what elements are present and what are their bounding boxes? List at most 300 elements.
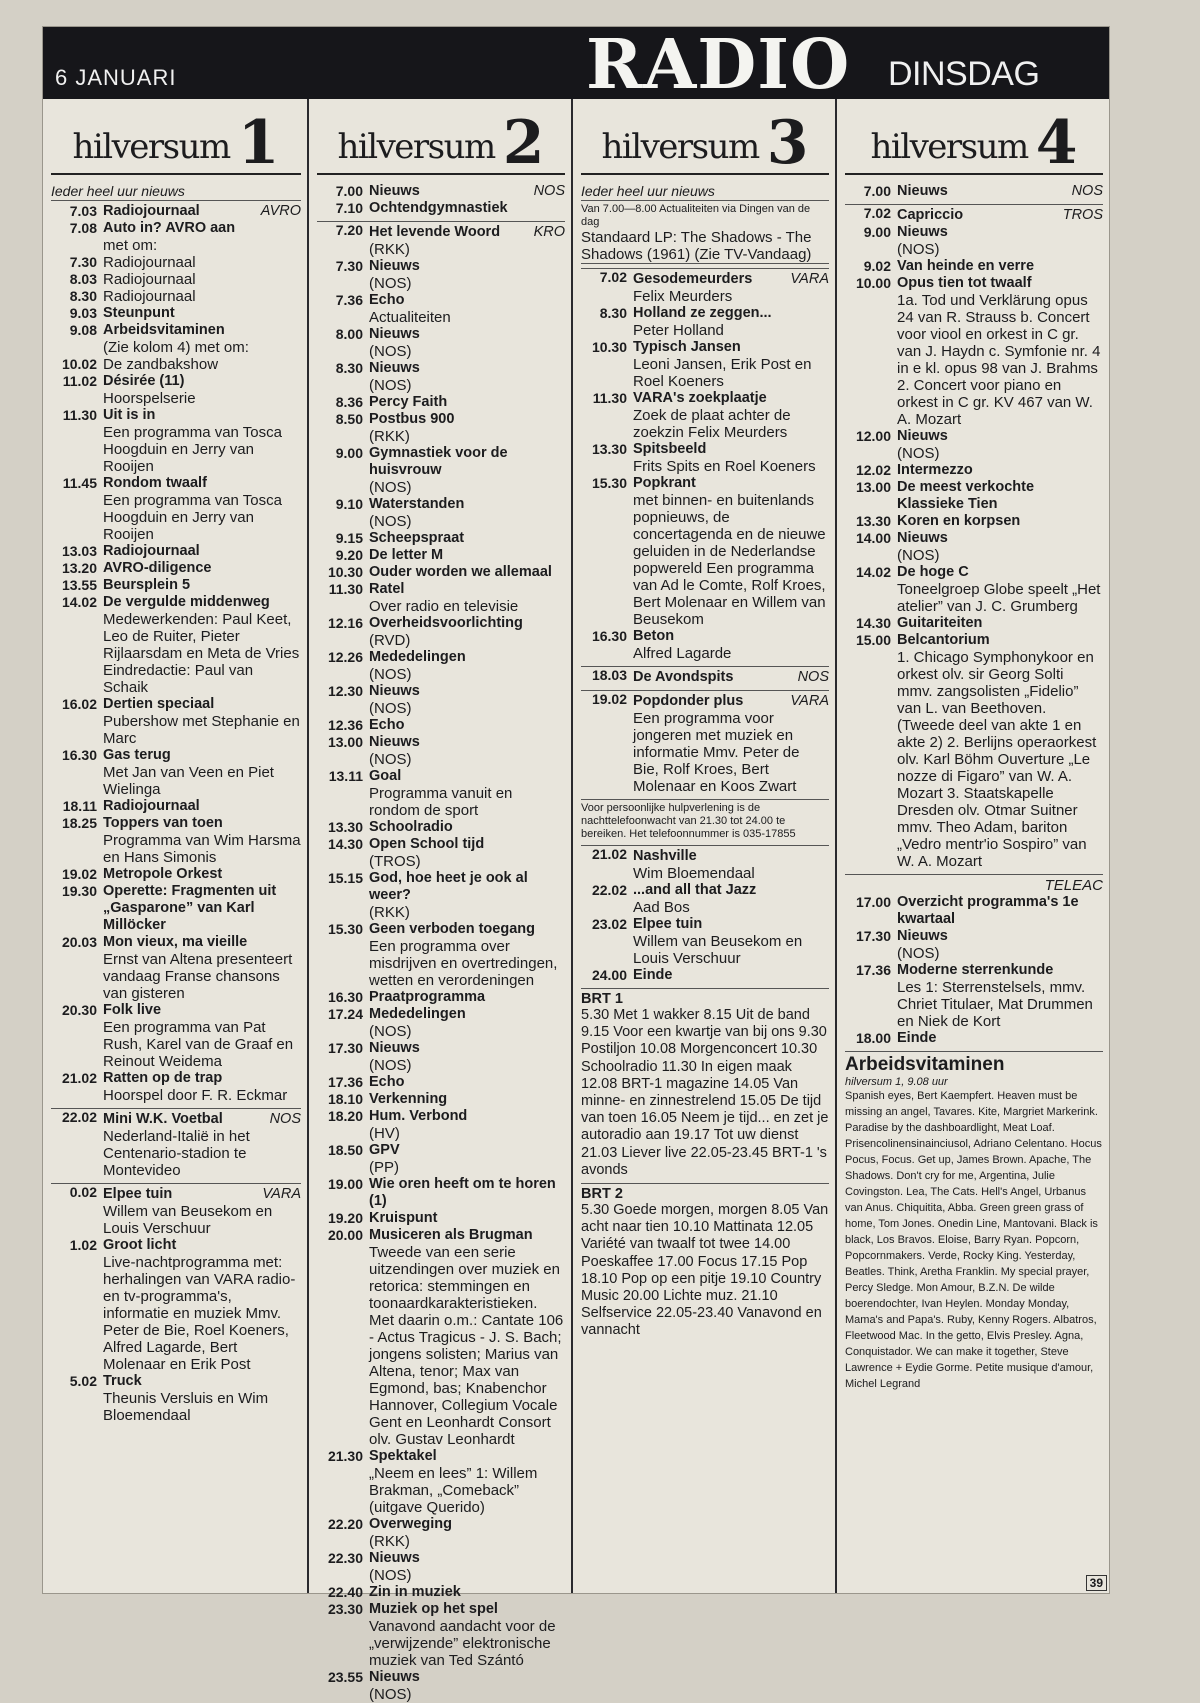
program-time: 9.08 [69,322,97,338]
program-broadcaster: VARA [790,271,829,287]
program-description: Vanavond aandacht voor de „verwijzende” elektronische muziek van Ted Szántó [369,1618,556,1669]
program-entry [845,564,1103,615]
program-time: 15.30 [591,475,627,491]
program-time: 10.00 [855,275,891,291]
program-entry [51,1373,301,1424]
program-entry [317,1601,565,1669]
program-description: (TROS) [369,853,421,870]
brt2-title: BRT 2 [581,1183,829,1202]
station-number: 2 [502,108,545,178]
program-entry [845,183,1103,200]
program-time: 18.10 [327,1091,363,1107]
program-title: Het levende Woord [369,224,501,240]
program-title: Geen verboden toegang [369,921,535,937]
program-description: Een programma van Tosca Hoogduin en Jerry van Rooijen [103,424,282,475]
program-title: Désirée (11) [103,373,185,389]
program-time: 8.00 [335,326,363,342]
program-description: Wim Bloemendaal [633,865,755,882]
program-entry [317,1550,565,1584]
program-entry [581,666,829,686]
program-entry [51,475,301,543]
program-title: ...and all that Jazz [633,882,757,898]
program-title: Nashville [633,848,697,864]
program-time: 18.11 [62,798,97,814]
program-title: Nieuws [897,183,948,199]
station-number: 1 [237,108,280,178]
newspaper-page [42,25,1110,1703]
program-time: 17.36 [327,1074,363,1090]
program-title: Typisch Jansen [633,339,741,355]
program-entry [51,271,301,288]
program-title: Guitariteiten [897,615,983,631]
program-time: 8.03 [69,271,97,287]
program-description: Over radio en televisie [369,598,519,615]
brt1-title: BRT 1 [581,988,829,1007]
program-title: Radiojournaal [103,543,200,559]
program-title: De Avondspits [633,669,734,685]
program-time: 7.30 [335,258,363,274]
program-description: 1a. Tod und Verklärung opus 24 van R. Strauss b. Concert voor viool en orkest in C gr. van J. Haydn c. Symfonie nr. 4 in e kl. opus 98 van J. Brahms 2. Concert voor piano en orkest in C gr. KV 467 van W. A. Mozart [897,292,1101,428]
program-time: 8.30 [335,360,363,376]
program-description: (NOS) [369,275,412,292]
program-entry [317,183,565,200]
program-time: 20.00 [327,1227,363,1243]
program-time: 15.00 [855,632,891,648]
program-entry [51,866,301,883]
program-title: Nieuws [369,183,420,199]
program-time: 22.02 [61,1109,97,1125]
program-time: 9.02 [863,258,891,274]
program-entry [317,221,565,258]
program-time: 9.00 [863,224,891,240]
program-entry [317,530,565,547]
program-entry [51,577,301,594]
station-name: hilversum [337,127,495,167]
program-time: 13.20 [61,560,97,576]
program-time: 8.36 [335,394,363,410]
program-title: Mededelingen [369,649,466,665]
program-title: Holland ze zeggen... [633,305,772,321]
featured-lp: Standaard LP: The Shadows - The Shadows (1961) (Zie TV-Vandaag) [581,229,829,264]
program-title: Belcantorium [897,632,990,648]
program-entry [317,1584,565,1601]
program-time: 17.24 [327,1006,363,1022]
program-title: Echo [369,717,405,733]
program-time: 23.55 [327,1669,363,1685]
program-time: 17.00 [855,894,891,910]
program-description: Hoorspelserie [103,390,196,407]
program-description: (NOS) [369,479,412,496]
program-description: (NOS) [369,1686,412,1703]
program-entry [581,845,829,882]
program-entry [581,690,829,795]
program-title: Ratten op de trap [103,1070,223,1086]
program-title: Einde [897,1030,937,1046]
program-time: 7.02 [863,205,891,221]
program-broadcaster: TROS [1062,207,1103,223]
program-entry [845,204,1103,224]
program-description: (RKK) [369,1533,410,1550]
station-name: hilversum [870,127,1028,167]
program-title: Nieuws [369,1669,420,1685]
program-title: Nieuws [369,326,420,342]
page-number: 39 [1086,1575,1107,1591]
program-time: 9.15 [335,530,363,546]
program-title: Kruispunt [369,1210,438,1226]
program-title: Opus tien tot twaalf [897,275,1032,291]
program-entry [317,819,565,836]
station-number: 4 [1035,108,1078,178]
program-time: 21.30 [327,1448,363,1464]
program-title: Scheepspraat [369,530,465,546]
program-entry [51,594,301,696]
program-description: Ernst van Altena presenteert vandaag Franse chansons van gisteren [103,951,293,1002]
program-entry [317,411,565,445]
program-entry [581,882,829,916]
program-entry [51,356,301,373]
program-time: 23.30 [327,1601,363,1617]
station-name: hilversum [601,127,759,167]
program-title: Beton [633,628,675,644]
program-entry [845,513,1103,530]
program-title: Nieuws [897,530,948,546]
program-title: Auto in? AVRO aan [103,220,236,236]
program-title: Dertien speciaal [103,696,215,712]
program-description: Een programma van Pat Rush, Karel van de Graaf en Reinout Weidema [103,1019,294,1070]
program-time: 18.50 [327,1142,363,1158]
program-entry [317,1176,565,1210]
program-entry [51,543,301,560]
program-title: Mededelingen [369,1006,466,1022]
program-entry [581,305,829,339]
broadcaster-label: TELEAC [845,874,1103,894]
program-entry [845,530,1103,564]
program-description: Actualiteiten [369,309,451,326]
program-time: 22.02 [591,882,627,898]
program-entry [317,649,565,683]
program-time: 22.20 [327,1516,363,1532]
program-title: Overheidsvoorlichting [369,615,523,631]
program-time: 16.30 [591,628,627,644]
program-time: 11.30 [328,581,363,597]
program-title: Nieuws [369,734,420,750]
program-time: 14.30 [327,836,363,852]
program-entry [51,1237,301,1373]
program-time: 7.30 [69,254,97,270]
program-time: 10.02 [61,356,97,372]
program-entry [317,989,565,1006]
program-description: Programma van Wim Harsma en Hans Simonis [103,832,301,866]
program-time: 7.36 [335,292,363,308]
program-description: Aad Bos [633,899,690,916]
program-time: 7.03 [69,203,97,219]
program-description: (NOS) [369,1567,412,1584]
column-title [317,99,565,178]
program-description: Toneelgroep Globe speelt „Het atelier” van J. C. Grumberg [897,581,1101,615]
program-title: Gesodemeurders [633,271,753,287]
program-title: Wie oren heeft om te horen (1) [369,1176,556,1209]
program-entry [317,1448,565,1516]
program-description: (NOS) [897,445,940,462]
program-time: 12.36 [327,717,363,733]
program-title: Radiojournaal [103,288,196,305]
program-description: (PP) [369,1159,399,1176]
program-title: Nieuws [369,1040,420,1056]
program-entry [845,258,1103,275]
program-description: met binnen- en buitenlands popnieuws, de concertagenda en de nieuwe geluiden in de Nederlandse popwereld Een programma van Ad le Comte, Rolf Kroes, Bert Molenaar en Willem van Beusekom [633,492,826,628]
station-name: hilversum [72,127,230,167]
program-description: Theunis Versluis en Wim Bloemendaal [103,1390,269,1424]
column-title [845,99,1103,178]
program-time: 7.10 [335,200,363,216]
program-entry [51,560,301,577]
program-entry [51,798,301,815]
program-time: 12.26 [327,649,363,665]
program-time: 17.36 [855,962,891,978]
program-time: 12.02 [855,462,891,478]
program-description: (NOS) [369,751,412,768]
program-entry [317,870,565,921]
program-description: (NOS) [369,377,412,394]
program-description: Les 1: Sterrenstelsels, mmv. Chriet Titulaer, Mat Drummen en Niek de Kort [897,979,1093,1030]
program-entry [317,1091,565,1108]
program-title: Van heinde en verre [897,258,1035,274]
program-title: Nieuws [369,683,420,699]
program-title: Truck [103,1373,142,1389]
arbeidsvitaminen-subtitle: hilversum 1, 9.08 uur [845,1076,948,1088]
program-description: Medewerkenden: Paul Keet, Leo de Ruiter, Pieter Rijlaarsdam en Meta de Vries Eindredactie: Paul van Schaik [103,611,300,696]
program-description: Peter Holland [633,322,724,339]
program-description: Hoorspel door F. R. Eckmar [103,1087,288,1104]
program-entry [51,203,301,220]
program-entry [581,268,829,305]
program-description: (Zie kolom 4) met om: [103,339,249,356]
program-time: 14.02 [855,564,891,580]
program-broadcaster: VARA [790,693,829,709]
program-time: 9.20 [335,547,363,563]
program-time: 15.15 [327,870,363,886]
program-title: De letter M [369,547,444,563]
program-description: Tweede van een serie uitzendingen over muziek en retorica: stemmingen en toonaardkarakteristieken. Met daarin o.m.: Cantate 106 - Actus Tragicus - J. S. Bach; jongens solisten; Marius van Altena, tenor; Max van Egmond, bas; Knabenchor Hannover, Collegium Vocale Gent en Leonhardt Consort olv. Gustav Leonhardt [369,1244,564,1448]
program-entry [845,479,1103,513]
program-title: Popdonder plus [633,693,744,709]
program-entry [51,1183,301,1237]
program-title: Toppers van toen [103,815,223,831]
program-title: Intermezzo [897,462,973,478]
program-time: 19.20 [327,1210,363,1226]
page-header [43,25,1109,105]
info-note: Van 7.00—8.00 Actualiteiten via Dingen van de dag [581,203,811,228]
program-title: Ratel [369,581,405,597]
program-time: 16.02 [61,696,97,712]
program-title: Elpee tuin [103,1186,173,1202]
program-entry [51,288,301,305]
program-title: Beursplein 5 [103,577,191,593]
program-broadcaster: AVRO [260,203,301,219]
header-date: 6 JANUARI [55,65,177,90]
program-title: Hum. Verbond [369,1108,468,1124]
program-entry [317,1108,565,1142]
program-entry [317,258,565,292]
program-time: 19.02 [61,866,97,882]
program-time: 15.30 [327,921,363,937]
program-time: 14.02 [61,594,97,610]
program-time: 13.00 [327,734,363,750]
program-title: Mini W.K. Voetbal [103,1111,223,1127]
program-time: 18.03 [591,667,627,683]
program-description: „Neem en lees” 1: Willem Brakman, „Comeback” (uitgave Querido) [369,1465,538,1516]
program-title: Zin in muziek [369,1584,461,1600]
program-time: 20.30 [61,1002,97,1018]
program-time: 24.00 [591,967,627,983]
program-time: 18.20 [327,1108,363,1124]
program-title: Radiojournaal [103,271,196,288]
program-description: (NOS) [369,700,412,717]
program-entry [845,428,1103,462]
brt1-schedule: 5.30 Met 1 wakker 8.15 Uit de band 9.15 Voor een kwartje van bij ons 9.30 Postiljon 10.08 Morgenconcert 10.30 Schoolradio 11.30 In eigen maak 12.08 BRT-1 magazine 14.05 Van minne- en zinnestrelend 15.05 De tijd van toen 16.05 Neem je tijd... en zet je autoradio aan 19.17 Tot uw dienst 21.03 Liever live 22.05-23.45 BRT-1 's avonds [581,1007,829,1178]
program-entry [51,696,301,747]
program-time: 0.02 [69,1184,97,1200]
program-description: Pubershow met Stephanie en Marc [103,713,300,747]
program-entry [317,360,565,394]
program-entry [51,220,301,254]
program-entry [317,1669,565,1703]
program-entry [317,1040,565,1074]
program-entry [317,1006,565,1040]
program-title: Uit is in [103,407,156,423]
program-title: Rondom twaalf [103,475,207,491]
program-title: Nieuws [897,428,948,444]
program-entry [845,462,1103,479]
program-entry [845,615,1103,632]
program-description: Programma vanuit en rondom de sport [369,785,513,819]
program-title: De hoge C [897,564,969,580]
program-title: Spektakel [369,1448,437,1464]
program-time: 13.03 [61,543,97,559]
program-time: 8.50 [335,411,363,427]
program-title: Popkrant [633,475,696,491]
program-time: 16.30 [61,747,97,763]
program-description: (NOS) [369,343,412,360]
program-time: 13.30 [591,441,627,457]
program-time: 5.02 [69,1373,97,1389]
program-title: Praatprogramma [369,989,486,1005]
program-title: Schoolradio [369,819,453,835]
program-entry [317,768,565,819]
program-title: Spitsbeeld [633,441,707,457]
program-time: 13.11 [328,768,363,784]
program-time: 21.02 [591,846,627,862]
program-entry [581,475,829,628]
program-time: 7.20 [335,222,363,238]
program-title: Overzicht programma's 1e kwartaal [897,894,1079,927]
program-description: (NOS) [369,1023,412,1040]
program-title: Nieuws [897,224,948,240]
program-time: 14.00 [855,530,891,546]
program-entry [317,581,565,615]
program-entry [317,921,565,989]
program-time: 17.30 [327,1040,363,1056]
program-title: Nieuws [369,1550,420,1566]
program-title: VARA's zoekplaatje [633,390,767,406]
program-title: Koren en korpsen [897,513,1021,529]
program-entry [845,962,1103,1030]
program-title: Musiceren als Brugman [369,1227,533,1243]
program-title: GPV [369,1142,400,1158]
program-title: Echo [369,292,405,308]
program-entry [51,322,301,356]
program-title: Groot licht [103,1237,177,1253]
news-note: Ieder heel uur nieuws [581,183,829,201]
program-time: 22.30 [327,1550,363,1566]
program-title: Open School tijd [369,836,485,852]
program-entry [317,615,565,649]
program-time: 7.02 [599,269,627,285]
program-entry [51,883,301,934]
arbeidsvitaminen-title: Arbeidsvitaminen [845,1051,1103,1076]
program-title: Elpee tuin [633,916,703,932]
program-broadcaster: NOS [1071,183,1103,199]
program-entry [581,339,829,390]
program-entry [317,496,565,530]
program-time: 13.30 [327,819,363,835]
program-description: Frits Spits en Roel Koeners [633,458,816,475]
program-title: Gas terug [103,747,171,763]
program-description: Met Jan van Veen en Piet Wielinga [103,764,274,798]
program-description: Een programma over misdrijven en overtredingen, wetten en verordeningen [369,938,558,989]
program-title: Nieuws [369,360,420,376]
arbeidsvitaminen-playlist: Spanish eyes, Bert Kaempfert. Heaven must be missing an angel, Tavares. Kite, Margriet Markerink. Paradise by the dashboardlight, Meat Loaf. Prisencolinensinainciusol, Adriano Celentano. Hocus Pocus, Focus. Get up, James Brown. Apache, The Shadows. Don't cry for me, Argentina, Julie Covingston. Lea, The Cats. Hell's Angel, Urbanus van Anus. Chiquitita, Abba. Green green grass of home, Tom Jones. Onedin Line, Mantovani. Black is black, Los Bravos. Eloise, Barry Ryan. Popcorn, Popcornmakers. Verde, Rocky King. Yesterday, Beatles. Think, Aretha Franklin. My special prayer, Percy Sledge. Mon Amour, B.Z.N. De wilde boerendochter, Ivan Heylen. Monday Monday, Mama's and Papa's. Ruby, Kenny Rogers. Albatros, Fleetwood Mac. In the getto, Elvis Presley. Agna, Conquistador. We can make it together, Steve Lawrence + Eydie Gorme. Petite musique d'amour, Michel Legrand [845,1090,1102,1390]
program-description: (NOS) [897,241,940,258]
program-time: 9.03 [69,305,97,321]
program-entry [845,224,1103,258]
program-time: 18.00 [855,1030,891,1046]
program-time: 11.02 [62,373,97,389]
program-entry [317,1227,565,1448]
program-entry [51,815,301,866]
program-title: Echo [369,1074,405,1090]
program-time: 11.30 [62,407,97,423]
program-entry [581,967,829,984]
column-hilversum-3 [571,99,835,1593]
program-description: Willem van Beusekom en Louis Verschuur [633,933,803,967]
program-description: (HV) [369,1125,400,1142]
program-title: Overweging [369,1516,452,1532]
program-title: Gymnastiek voor de huisvrouw [369,445,508,478]
program-broadcaster: NOS [269,1111,301,1127]
program-title: Postbus 900 [369,411,455,427]
program-description: (RKK) [369,904,410,921]
program-description: Leoni Jansen, Erik Post en Roel Koeners [633,356,812,390]
program-entry [51,1002,301,1070]
program-description: (NOS) [369,513,412,530]
program-time: 9.00 [335,445,363,461]
program-time: 8.30 [69,288,97,304]
program-description: (RKK) [369,241,410,258]
header-day: DINSDAG [888,55,1040,93]
program-entry [51,373,301,407]
program-description: (NOS) [897,945,940,962]
program-title: Nieuws [897,928,948,944]
news-note: Ieder heel uur nieuws [51,183,301,201]
program-title: Capriccio [897,207,964,223]
program-time: 9.10 [335,496,363,512]
program-time: 1.02 [69,1237,97,1253]
program-entry [51,934,301,1002]
program-description: Een programma voor jongeren met muziek en informatie Mmv. Peter de Bie, Rolf Kroes, Bert Molenaar en Koos Zwart [633,710,800,795]
program-time: 7.00 [863,183,891,199]
program-time: 13.55 [61,577,97,593]
